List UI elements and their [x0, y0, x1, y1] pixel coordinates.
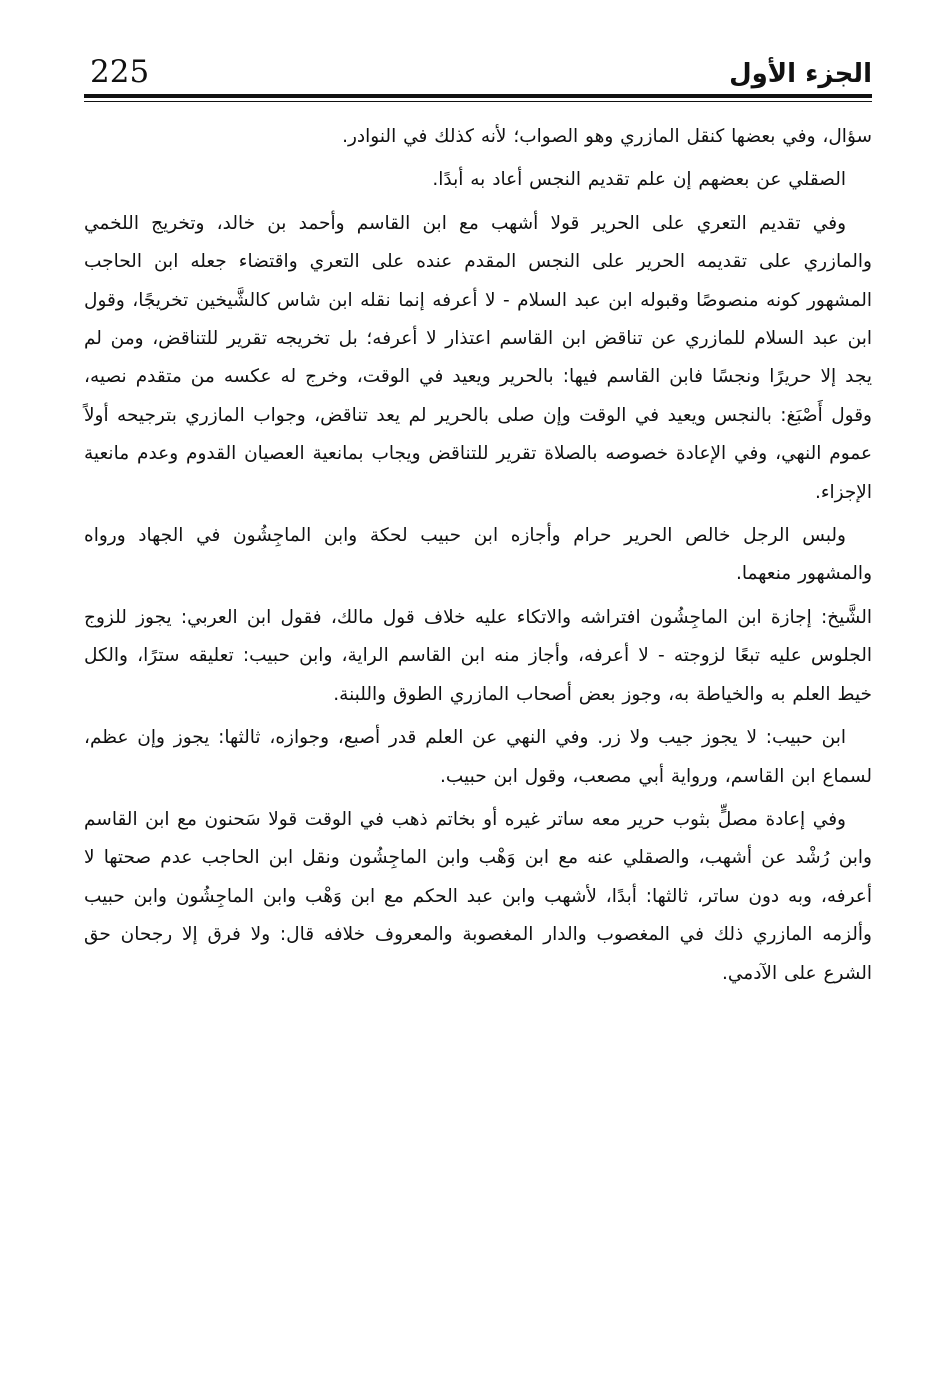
paragraph-siqilli: الصقلي عن بعضهم إن علم تقديم النجس أعاد به أبدًا.	[432, 169, 846, 191]
page-number: 225	[90, 54, 150, 90]
header-rule-thick	[84, 94, 872, 98]
paragraph-libs-harir: ولبس الرجل خالص الحرير حرام وأجازه ابن حبيب لحكة وابن الماجِشُون في الجهاد ورواه والمشهور منعهما.	[84, 525, 872, 585]
running-title: الجزء الأول	[729, 59, 872, 89]
paragraph-iada: وفي إعادة مصلٍّ بثوب حرير معه ساتر غيره أو بخاتم ذهب في الوقت قولا سَحنون مع ابن القاسم وابن رُشْد عن أشهب، والصقلي عنه مع ابن وَهْب وابن الماجِشُون ونقل ابن الحاجب عدم صحتها لا أعرفه، وبه دون ساتر، ثالثها: أبدًا، لأشهب وابن عبد الحكم مع ابن وَهْب وابن الماجِشُون وابن حبيب وألزمه المازري ذلك في المغصوب والدار المغصوبة والمعروف خلافه قال: ولا فرق إلا رجحان حق الشرع على الآدمي.	[84, 808, 872, 984]
header-rule-thin	[84, 101, 872, 102]
paragraph-ibn-habib: ابن حبيب: لا يجوز جيب ولا زر. وفي النهي عن العلم قدر أصبع، وجوازه، ثالثها: يجوز وإن عظم، لسماع ابن القاسم، ورواية أبي مصعب، وقول ابن حبيب.	[84, 727, 872, 787]
page-header	[84, 54, 872, 102]
paragraph-continuation: سؤال، وفي بعضها كنقل المازري وهو الصواب؛ لأنه كذلك في النوادر.	[342, 126, 872, 147]
paragraph-tari-harir: وفي تقديم التعري على الحرير قولا أشهب مع ابن القاسم وأحمد بن خالد، وتخريج اللخمي والمازري على تقديمه الحرير على النجس المقدم عنده على التعري واقتضاء جعله ابن الحاجب المشهور كونه منصوصًا وقبوله ابن عبد السلام - لا أعرفه إنما نقله ابن شاس كالشَّيخين تخريجًا، وقول ابن عبد السلام للمازري عن تناقض ابن القاسم اعتذار لا أعرفه؛ بل تخريجه تقرير للتناقض، ومن لم يجد إلا حريرًا ونجسًا فابن القاسم فيها: بالحرير ويعيد في الوقت، وخرج له عكسه من متقدم نصيه، وقول أَصْبَغ: بالنجس ويعيد في الوقت وإن صلى بالحرير لم يعد تناقض، وجواب المازري بترجيحه أولاً عموم النهي، وفي الإعادة خصوصه بالصلاة تقرير للتناقض ويجاب بمانعية العصيان القدوم وعدم مانعية الإجزاء.	[84, 212, 872, 503]
body-text	[84, 118, 872, 998]
paragraph-shaykh: الشَّيخ: إجازة ابن الماجِشُون افتراشه والاتكاء عليه خلاف قول مالك، فقول ابن العربي: يجوز للزوج الجلوس عليه تبعًا لزوجته - لا أعرفه، وأجاز منه ابن القاسم الراية، وابن حبيب: تعليقه سترًا، والكل خيط العلم به والخياطة به، وجوز بعض أصحاب المازري الطوق واللبنة.	[84, 606, 872, 705]
